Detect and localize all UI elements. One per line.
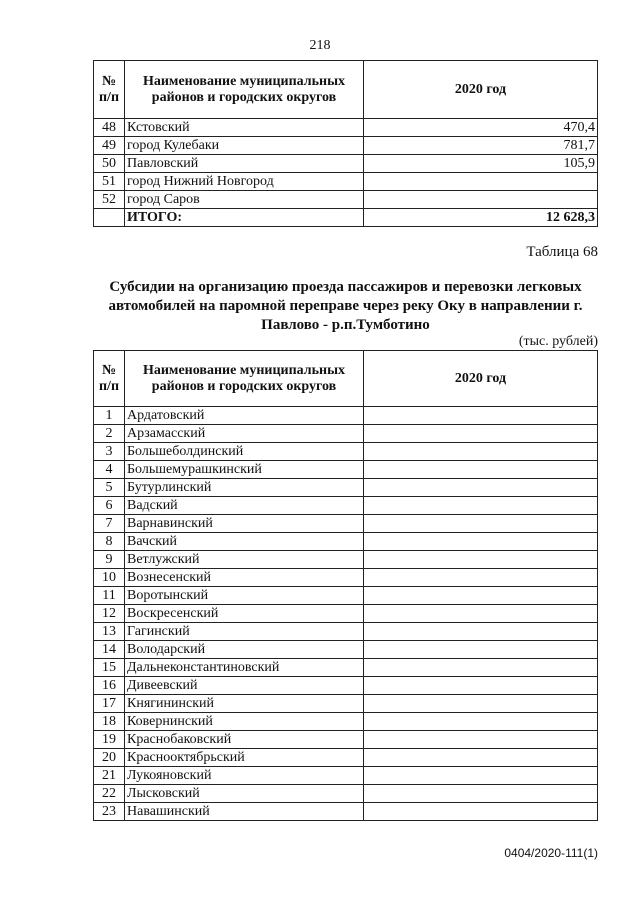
district-name: Павловский: [125, 155, 364, 173]
row-value: [364, 731, 598, 749]
total-row: [94, 209, 598, 227]
header-name: Наименование муниципальных районов и городских округов: [125, 61, 364, 119]
row-number: 21: [94, 767, 125, 785]
row-number: 1: [94, 407, 125, 425]
table-row: [94, 191, 598, 209]
row-value: [364, 623, 598, 641]
table-row: [94, 623, 598, 641]
row-value: [364, 785, 598, 803]
table-row: [94, 569, 598, 587]
row-number: 9: [94, 551, 125, 569]
row-number: 20: [94, 749, 125, 767]
header-year: 2020 год: [364, 351, 598, 407]
table-row: [94, 119, 598, 137]
row-number: 18: [94, 713, 125, 731]
district-name: Краснобаковский: [125, 731, 364, 749]
header-num: № п/п: [94, 351, 125, 407]
district-name: Ардатовский: [125, 407, 364, 425]
district-name: Вадский: [125, 497, 364, 515]
district-name: Лукояновский: [125, 767, 364, 785]
table-row: [94, 479, 598, 497]
row-number: 6: [94, 497, 125, 515]
total-value: 12 628,3: [364, 209, 598, 227]
total-label: ИТОГО:: [125, 209, 364, 227]
district-name: Варнавинский: [125, 515, 364, 533]
table-row: [94, 731, 598, 749]
district-name: Вачский: [125, 533, 364, 551]
row-number: 23: [94, 803, 125, 821]
table-title: Субсидии на организацию проезда пассажиров и перевозки легковых автомобилей на паромной переправе через реку Оку в направлении г. Павлово - р.п.Тумботино: [108, 279, 583, 333]
subsidy-table-continued: [93, 60, 598, 227]
row-value: [364, 605, 598, 623]
district-name: Ветлужский: [125, 551, 364, 569]
row-value: [364, 515, 598, 533]
row-number: 14: [94, 641, 125, 659]
row-number: 50: [94, 155, 125, 173]
header-year: 2020 год: [364, 61, 598, 119]
table-row: [94, 785, 598, 803]
district-name: Воротынский: [125, 587, 364, 605]
row-number: 16: [94, 677, 125, 695]
district-name: Княгининский: [125, 695, 364, 713]
row-value: 105,9: [364, 155, 598, 173]
table-row: [94, 587, 598, 605]
row-value: [364, 425, 598, 443]
table-row: [94, 137, 598, 155]
header-name: Наименование муниципальных районов и городских округов: [125, 351, 364, 407]
row-number: 15: [94, 659, 125, 677]
row-value: [364, 695, 598, 713]
district-name: Навашинский: [125, 803, 364, 821]
unit-label: (тыс. рублей): [518, 334, 598, 349]
table-row: [94, 767, 598, 785]
row-value: [364, 767, 598, 785]
district-name: Дальнеконстантиновский: [125, 659, 364, 677]
district-name: Большеболдинский: [125, 443, 364, 461]
district-name: город Саров: [125, 191, 364, 209]
row-number: 51: [94, 173, 125, 191]
table-row: [94, 641, 598, 659]
table-row: [94, 425, 598, 443]
row-value: 781,7: [364, 137, 598, 155]
row-number: 12: [94, 605, 125, 623]
row-value: 470,4: [364, 119, 598, 137]
district-name: Бутурлинский: [125, 479, 364, 497]
row-number: 5: [94, 479, 125, 497]
table-row: [94, 407, 598, 425]
total-num-cell: [94, 209, 125, 227]
table-row: [94, 695, 598, 713]
district-name: Краснооктябрьский: [125, 749, 364, 767]
table-row: [94, 497, 598, 515]
row-number: 19: [94, 731, 125, 749]
row-number: 17: [94, 695, 125, 713]
district-name: Володарский: [125, 641, 364, 659]
table-row: [94, 803, 598, 821]
row-number: 52: [94, 191, 125, 209]
table-row: [94, 749, 598, 767]
page-number: 218: [309, 38, 331, 53]
row-number: 22: [94, 785, 125, 803]
district-name: Лысковский: [125, 785, 364, 803]
table-row: [94, 605, 598, 623]
district-name: Арзамасский: [125, 425, 364, 443]
table-row: [94, 173, 598, 191]
row-number: 10: [94, 569, 125, 587]
district-name: Большемурашкинский: [125, 461, 364, 479]
district-name: Ковернинский: [125, 713, 364, 731]
header-num: № п/п: [94, 61, 125, 119]
document-code: 0404/2020-111(1): [504, 846, 598, 860]
row-value: [364, 497, 598, 515]
table-row: [94, 461, 598, 479]
district-name: город Кулебаки: [125, 137, 364, 155]
row-number: 48: [94, 119, 125, 137]
row-value: [364, 587, 598, 605]
district-name: Гагинский: [125, 623, 364, 641]
row-number: 4: [94, 461, 125, 479]
row-value: [364, 191, 598, 209]
table-row: [94, 659, 598, 677]
row-number: 3: [94, 443, 125, 461]
table-row: [94, 551, 598, 569]
table-label: Таблица 68: [526, 244, 598, 260]
row-number: 11: [94, 587, 125, 605]
row-value: [364, 641, 598, 659]
district-name: Дивеевский: [125, 677, 364, 695]
ferry-subsidy-table: [93, 350, 598, 821]
row-value: [364, 749, 598, 767]
row-number: 49: [94, 137, 125, 155]
table-row: [94, 443, 598, 461]
district-name: Вознесенский: [125, 569, 364, 587]
row-value: [364, 173, 598, 191]
row-value: [364, 713, 598, 731]
row-number: 8: [94, 533, 125, 551]
row-value: [364, 533, 598, 551]
row-number: 13: [94, 623, 125, 641]
row-value: [364, 569, 598, 587]
table-row: [94, 713, 598, 731]
table-row: [94, 677, 598, 695]
row-value: [364, 677, 598, 695]
row-value: [364, 443, 598, 461]
district-name: Кстовский: [125, 119, 364, 137]
table-row: [94, 515, 598, 533]
row-value: [364, 659, 598, 677]
row-value: [364, 551, 598, 569]
district-name: Воскресенский: [125, 605, 364, 623]
row-value: [364, 479, 598, 497]
table-row: [94, 155, 598, 173]
row-number: 2: [94, 425, 125, 443]
table-row: [94, 533, 598, 551]
row-number: 7: [94, 515, 125, 533]
district-name: город Нижний Новгород: [125, 173, 364, 191]
row-value: [364, 461, 598, 479]
row-value: [364, 803, 598, 821]
row-value: [364, 407, 598, 425]
